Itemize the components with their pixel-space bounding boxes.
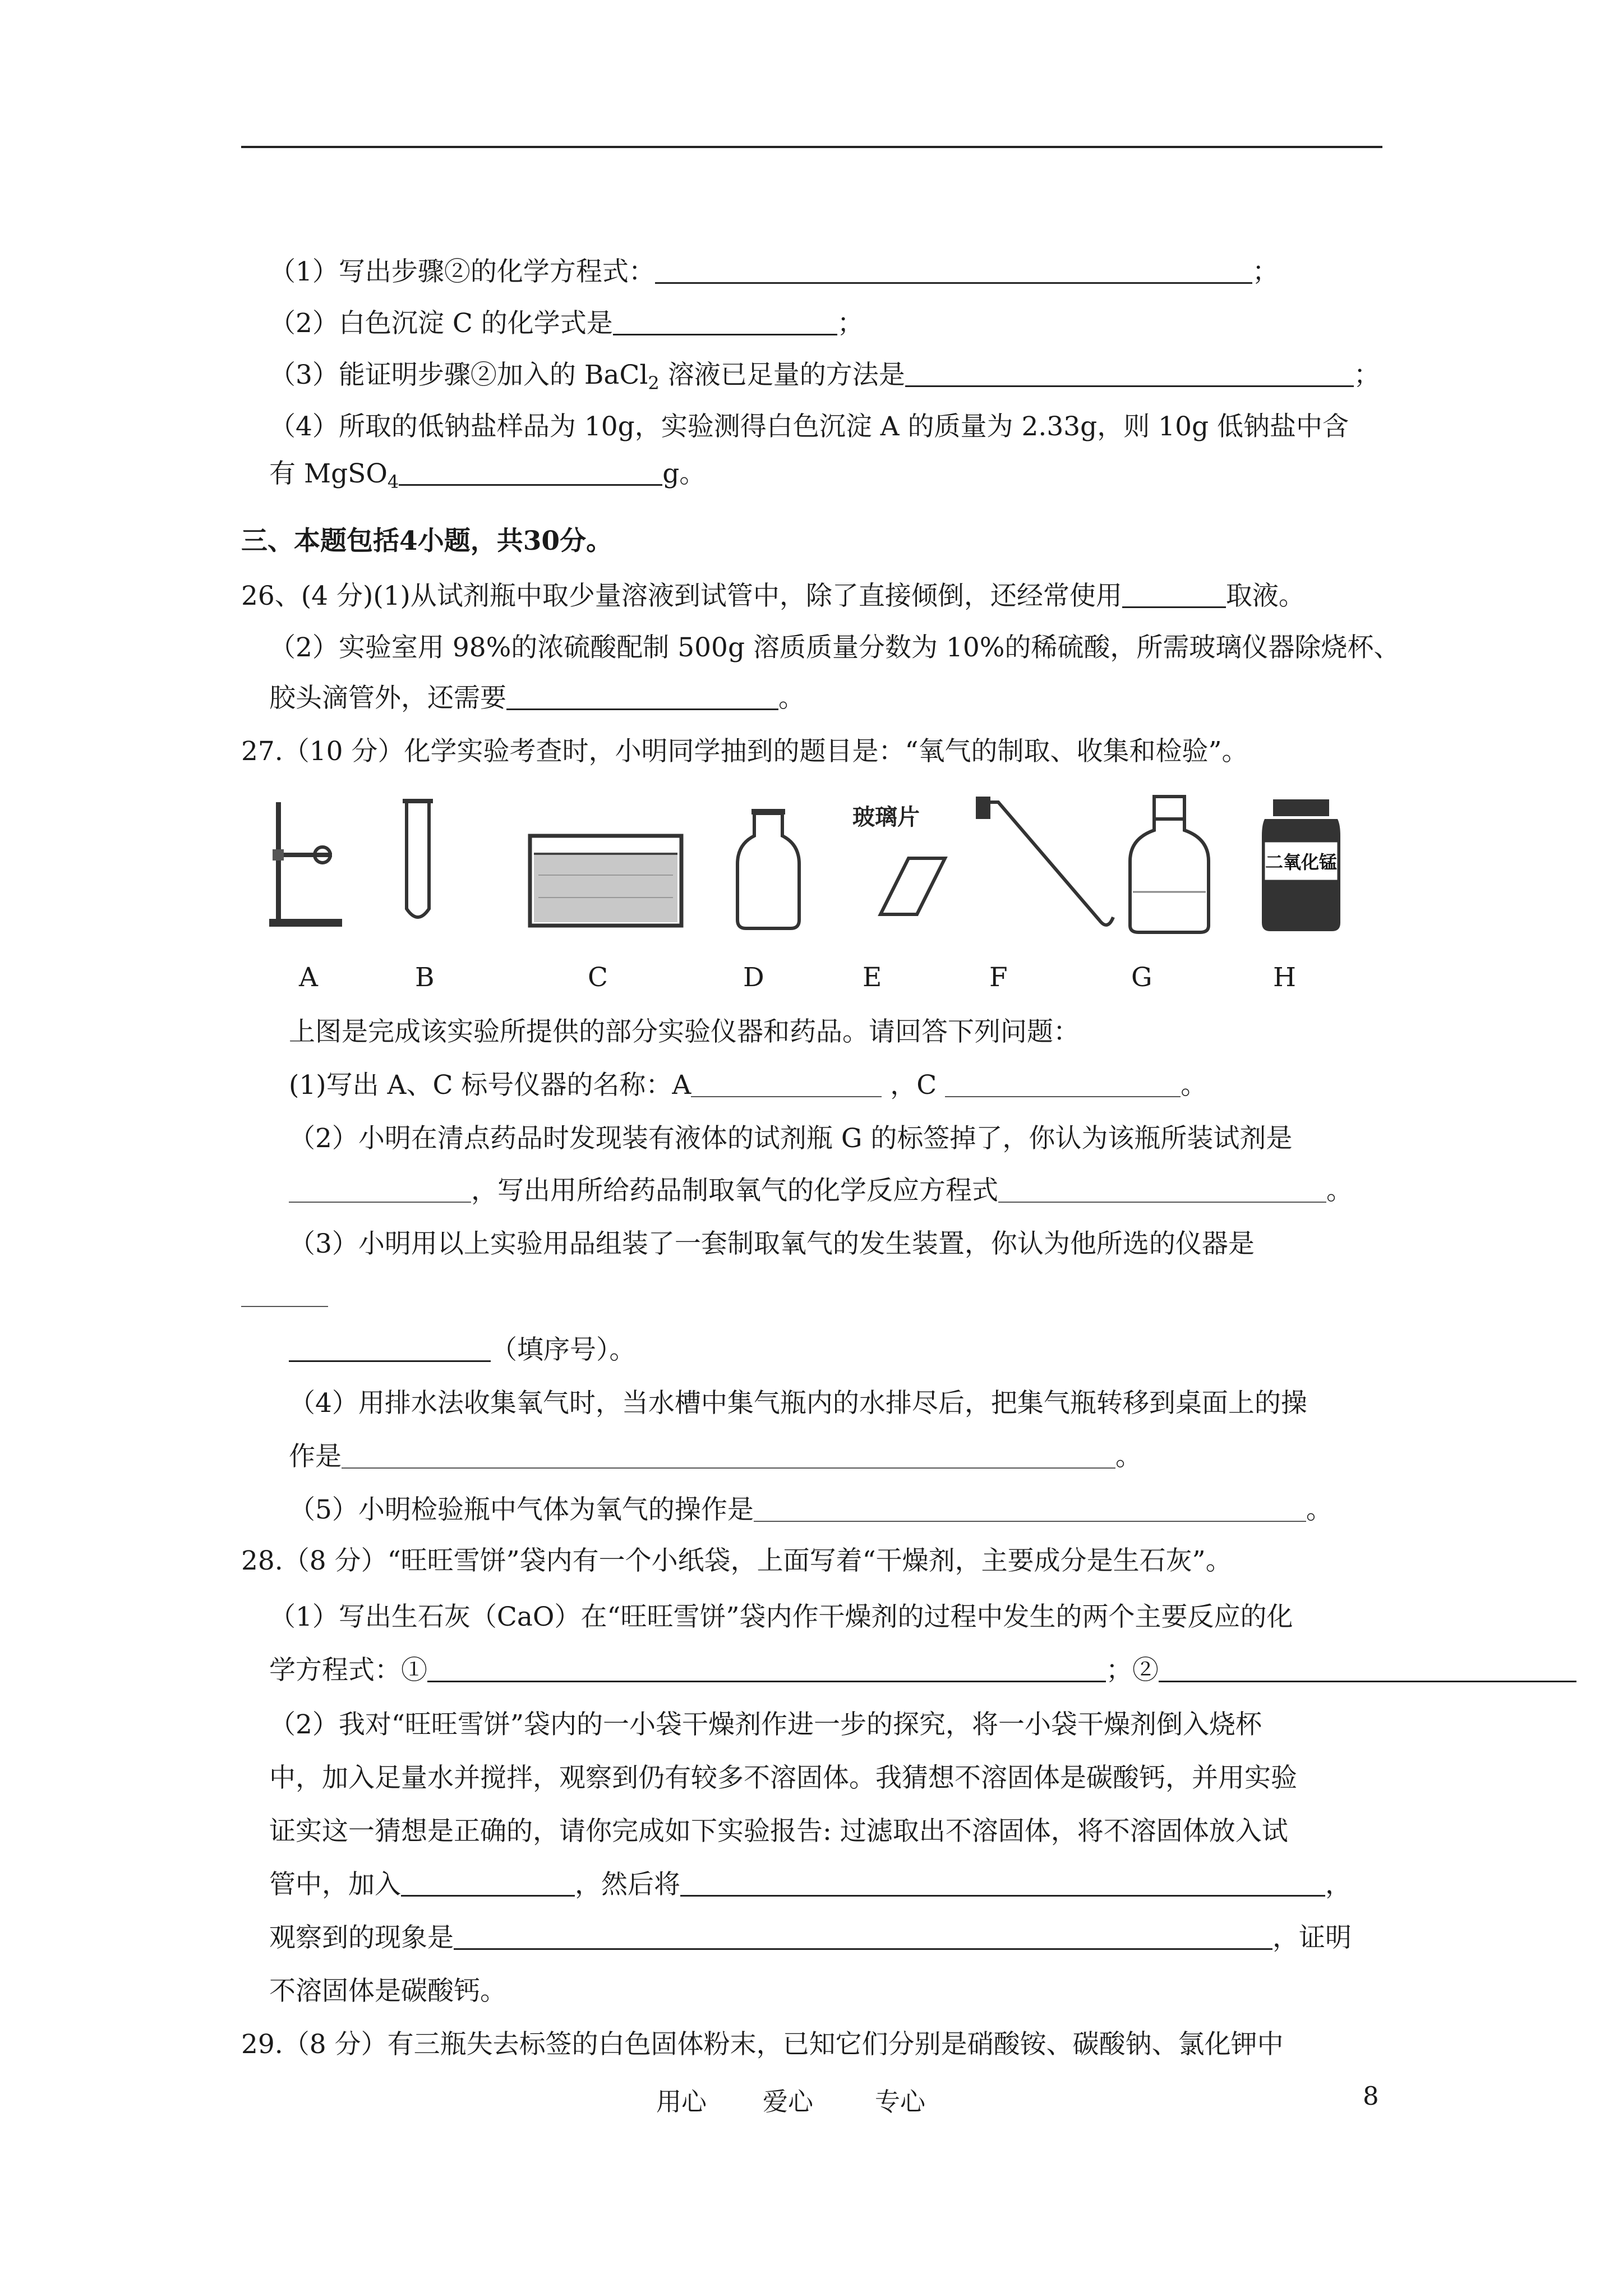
footer-motto-3: 专心 (875, 2087, 926, 2116)
svg-text:玻璃片: 玻璃片 (852, 804, 920, 830)
footer-motto-2: 爱心 (763, 2087, 814, 2116)
mno2-jar-icon (1251, 791, 1352, 937)
answer-blank[interactable] (754, 1494, 1306, 1522)
figure-label-b: B (415, 962, 435, 993)
q27-part2: （2）小明在清点药品时发现装有液体的试剂瓶 G 的标签掉了，你认为该瓶所装试剂是 (289, 1123, 1293, 1154)
answer-blank[interactable] (655, 255, 1252, 284)
test-tube-icon (393, 791, 443, 937)
section-title: 三、本题包括4小题，共30分。 (241, 526, 613, 556)
q27-part1: (1)写出 A、C 标号仪器的名称：A ，C 。 (289, 1070, 1207, 1101)
apparatus-figure (241, 791, 1385, 948)
header-rule (241, 146, 1382, 148)
q26-part2: （2）实验室用 98%的浓硫酸配制 500g 溶质质量分数为 10%的稀硫酸，所需玻璃仪器除烧杯、 (269, 632, 1400, 663)
answer-blank[interactable] (1159, 1654, 1576, 1682)
answer-blank[interactable] (1122, 579, 1226, 608)
figure-label-d: D (743, 962, 764, 993)
q27-part4: （4）用排水法收集氧气时，当水槽中集气瓶内的水排尽后，把集气瓶转移到桌面上的操 (289, 1388, 1307, 1419)
q28-part2-line4: 管中，加入 ，然后将 ， (269, 1869, 1352, 1900)
q28-part1: （1）写出生石灰（CaO）在“旺旺雪饼”袋内作干燥剂的过程中发生的两个主要反应的化 (269, 1602, 1293, 1632)
figure-label-f: F (989, 962, 1008, 993)
q29-intro: 29.（8 分）有三瓶失去标签的白色固体粉末，已知它们分别是硝酸铵、碳酸钠、氯化钾中 (241, 2029, 1284, 2060)
answer-blank[interactable] (613, 307, 837, 335)
q27-part5: （5）小明检验瓶中气体为氧气的操作是 。 (289, 1494, 1332, 1525)
answer-blank[interactable] (342, 1441, 1115, 1469)
q25-part3: （3）能证明步骤②加入的 BaCl$_2$ 溶液已足量的方法是 ； (269, 360, 1380, 394)
q27-part2-cont: ，写出用所给药品制取氧气的化学反应方程式 。 (289, 1174, 1353, 1208)
figure-label-c: C (588, 962, 608, 993)
footer-motto-1: 用心 (656, 2087, 707, 2116)
answer-blank[interactable] (427, 1654, 1106, 1682)
answer-blank[interactable] (691, 1069, 882, 1097)
q27-intro: 27.（10 分）化学实验考查时，小明同学抽到的题目是：“氧气的制取、收集和检验”。 (241, 736, 1248, 767)
delivery-tube-icon (959, 791, 1122, 937)
q25-part4-cont: 有 MgSO$_4$ g。 (269, 458, 706, 493)
q27-part3: （3）小明用以上实验用品组装了一套制取氧气的发生装置，你认为他所选的仪器是 (289, 1228, 1255, 1259)
figure-label-a: A (299, 962, 318, 993)
page-number: 8 (1363, 2081, 1379, 2111)
q28-part2-line5: 观察到的现象是 ，证明 (269, 1922, 1352, 1953)
q26-part2-cont: 胶头滴管外，还需要 。 (269, 683, 805, 714)
iron-stand-icon (247, 791, 359, 937)
q28-part2-line2: 中，加入足量水并搅拌，观察到仍有较多不溶固体。我猜想不溶固体是碳酸钙，并用实验 (269, 1763, 1297, 1793)
reagent-bottle-icon (1122, 791, 1217, 937)
answer-blank[interactable] (399, 457, 662, 486)
figure-label-h: H (1273, 962, 1296, 993)
figure-label-g: G (1131, 962, 1152, 993)
answer-blank[interactable] (454, 1921, 1272, 1950)
answer-blank[interactable] (241, 1279, 328, 1307)
svg-text:二氧化锰: 二氧化锰 (1265, 852, 1338, 873)
q28-intro: 28.（8 分）“旺旺雪饼”袋内有一个小纸袋，上面写着“干燥剂，主要成分是生石灰”。 (241, 1545, 1232, 1576)
answer-blank[interactable] (506, 682, 778, 710)
q28-part1-cont: 学方程式：① ；② (269, 1654, 1576, 1687)
answer-blank[interactable] (680, 1868, 1325, 1897)
gas-jar-icon (729, 791, 808, 937)
q25-part1: （1）写出步骤②的化学方程式： ； (269, 256, 1279, 287)
q27-part4-cont: 作是 。 (289, 1441, 1142, 1472)
answer-blank[interactable] (945, 1069, 1181, 1097)
glass-slide-icon (847, 791, 959, 937)
q28-part2-line6: 不溶固体是碳酸钙。 (269, 1976, 506, 2007)
q27-lead: 上图是完成该实验所提供的部分实验仪器和药品。请回答下列问题： (289, 1016, 1080, 1047)
answer-blank[interactable] (905, 358, 1354, 387)
answer-blank[interactable] (289, 1333, 491, 1362)
q25-part2: （2）白色沉淀 C 的化学式是 ； (269, 308, 864, 339)
q28-part2-line3: 证实这一猜想是正确的，请你完成如下实验报告: 过滤取出不溶固体，将不溶固体放入试 (269, 1816, 1288, 1847)
q26-part1: 26、(4 分)(1)从试剂瓶中取少量溶液到试管中，除了直接倾倒，还经常使用 取液。 (241, 581, 1305, 611)
figure-label-e: E (863, 962, 882, 993)
answer-blank[interactable] (289, 1175, 471, 1203)
q25-part4: （4）所取的低钠盐样品为 10g，实验测得白色沉淀 A 的质量为 2.33g，则 10g 低钠盐中含 (269, 411, 1349, 442)
q28-part2: （2）我对“旺旺雪饼”袋内的一小袋干燥剂作进一步的探究，将一小袋干燥剂倒入烧杯 (269, 1709, 1262, 1740)
water-trough-icon (522, 791, 690, 937)
q27-part3-cont: （填序号）。 (289, 1333, 636, 1367)
answer-blank[interactable] (998, 1175, 1326, 1203)
answer-blank[interactable] (401, 1868, 575, 1897)
